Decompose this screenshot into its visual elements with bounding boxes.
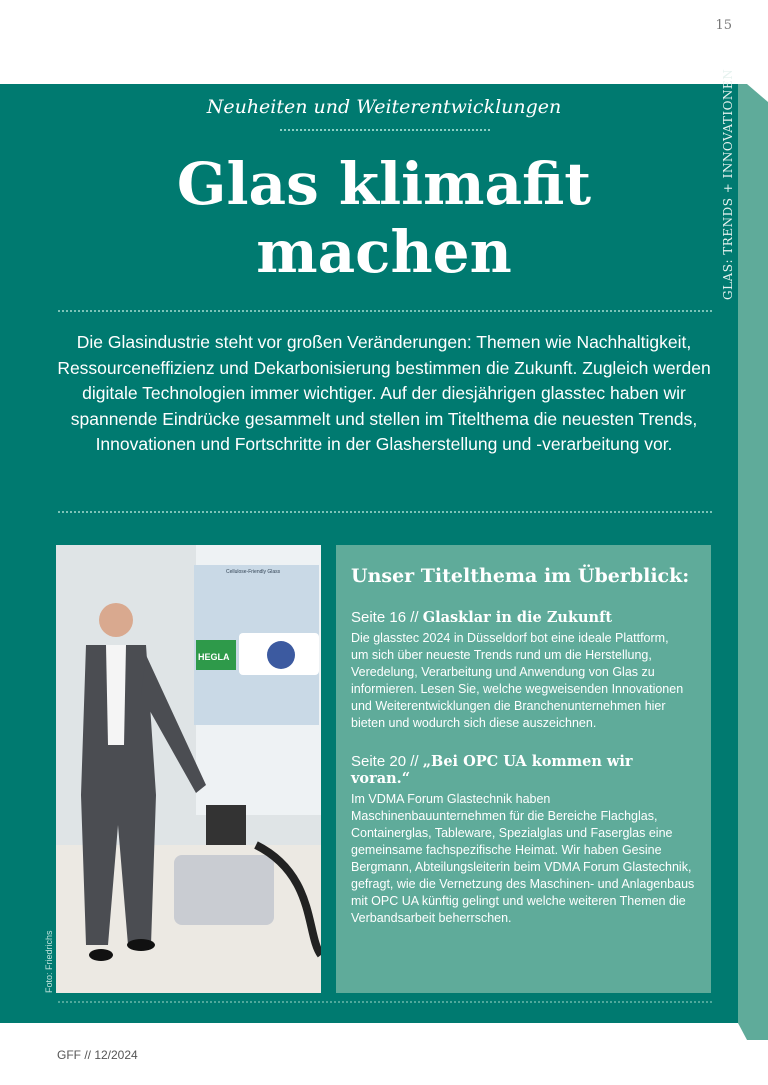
divider [58,511,712,513]
sign-brand: HEGLA [198,652,230,662]
page-title [0,150,768,286]
item-heading [351,753,696,787]
page-number: 15 [715,18,732,33]
photo-credit: Foto: Friedrichs [44,930,54,993]
item-title: Glasklar in die Zukunft [422,609,613,626]
item-page: Seite 20 // [351,752,419,770]
sign-text: Cellulose-Friendly Glass [226,569,281,575]
divider [280,129,490,131]
section-tab-label: GLAS: TRENDS + INNOVATIONEN [721,68,735,300]
overview-heading: Unser Titelthema im Überblick: [351,565,690,587]
item-title: „Bei OPC UA kommen wir voran.“ [351,752,633,787]
title-line: Glas klimafit [176,150,592,218]
photo [56,545,321,993]
overview-item [351,753,696,928]
intro-text: Die Glasindustrie steht vor großen Veränderungen: Themen wie Nachhaltigkeit, Ressourceneffizienz und Dekarbonisierung bestimmen die Zukunft. Zugleich werden digitale Technologien immer wichtiger. Auf der diesjährigen glasstec haben wir spannende Eindrücke gesammelt und stellen im Titelthema die neuesten Trends, Innovationen und Fortschritte in der Glasherstellung und -verarbeitung vor. [57,332,711,455]
item-heading [351,609,696,626]
item-page: Seite 16 // [351,609,419,626]
item-text: Die glasstec 2024 in Düsseldorf bot eine ideale Plattform, um sich über neueste Trends rund um die Herstellung, Veredelung, Verarbeitung und Anwendung von Glas zu informieren. Lesen Sie, welche wegweisenden Innovationen und Weiterentwicklungen die Branchenunternehmen hier bieten und wodurch sich diese auszeichnen. [351,631,684,731]
title-line: machen [256,218,512,286]
overview-box [336,545,711,993]
divider [58,310,712,312]
divider [58,1001,712,1003]
overview-item [351,609,696,733]
item-text: Im VDMA Forum Glastechnik haben Maschinenbauunternehmen für die Bereiche Flachglas, Containerglas, Tableware, Spezialglas und Faserglas eine gemeinsame fachspezifische Heimat. Wir haben Gesine Bergmann, Abteilungsleiterin beim VDMA Forum Glastechnik, gefragt, wie die Vernetzung des Maschinen- und Anlagenbaus mit OPC UA künftig gelingt und welche weiteren Themen die Verbandsarbeit beherrschen. [351,791,695,926]
kicker: Neuheiten und Weiterentwicklungen [206,96,562,118]
photo-illustration [56,545,321,993]
footer-issue: GFF // 12/2024 [57,1048,138,1062]
